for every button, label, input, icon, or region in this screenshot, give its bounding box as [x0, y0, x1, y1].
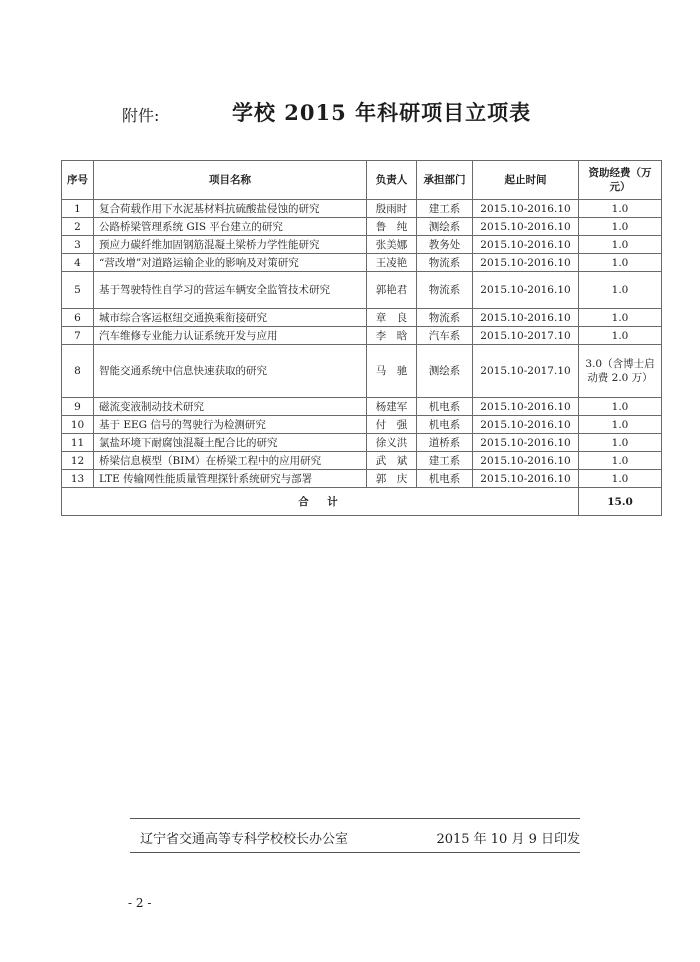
table-row	[62, 345, 662, 398]
issue-date: 2015 年 10 月 9 日印发	[436, 832, 580, 847]
cell-leader: 殷雨时	[367, 200, 417, 218]
header-fund: 资助经费（万元）	[579, 161, 662, 200]
cell-leader: 鲁 纯	[367, 218, 417, 236]
cell-name: 智能交通系统中信息快速获取的研究	[94, 345, 367, 398]
cell-fund: 1.0	[579, 254, 662, 272]
cell-time: 2015.10-2016.10	[473, 200, 579, 218]
cell-dept: 物流系	[417, 272, 473, 309]
cell-time: 2015.10-2016.10	[473, 218, 579, 236]
total-label: 合 计	[62, 488, 579, 516]
cell-fund: 1.0	[579, 200, 662, 218]
total-value: 15.0	[579, 488, 662, 516]
table-row	[62, 200, 662, 218]
cell-no: 4	[62, 254, 94, 272]
cell-name: 城市综合客运枢纽交通换乘衔接研究	[94, 309, 367, 327]
cell-leader: 徐义洪	[367, 434, 417, 452]
header-no: 序号	[62, 161, 94, 200]
cell-dept: 测绘系	[417, 218, 473, 236]
table-row	[62, 470, 662, 488]
cell-fund: 1.0	[579, 398, 662, 416]
cell-name: 公路桥梁管理系统 GIS 平台建立的研究	[94, 218, 367, 236]
cell-dept: 物流系	[417, 309, 473, 327]
project-table	[61, 160, 662, 516]
cell-dept: 物流系	[417, 254, 473, 272]
cell-fund: 1.0	[579, 218, 662, 236]
cell-time: 2015.10-2017.10	[473, 345, 579, 398]
cell-fund: 1.0	[579, 327, 662, 345]
cell-fund: 3.0（含博士启动费 2.0 万）	[579, 345, 662, 398]
cell-time: 2015.10-2016.10	[473, 452, 579, 470]
footer	[140, 828, 580, 848]
cell-leader: 马 驰	[367, 345, 417, 398]
cell-leader: 杨建军	[367, 398, 417, 416]
cell-dept: 机电系	[417, 398, 473, 416]
cell-dept: 道桥系	[417, 434, 473, 452]
cell-no: 1	[62, 200, 94, 218]
table-row	[62, 218, 662, 236]
footer-top-rule	[130, 818, 580, 819]
cell-fund: 1.0	[579, 272, 662, 309]
cell-dept: 机电系	[417, 416, 473, 434]
cell-fund: 1.0	[579, 434, 662, 452]
cell-time: 2015.10-2016.10	[473, 416, 579, 434]
cell-name: 氯盐环境下耐腐蚀混凝土配合比的研究	[94, 434, 367, 452]
page-number: - 2 -	[128, 896, 152, 910]
table-row	[62, 272, 662, 309]
table-row	[62, 398, 662, 416]
header-leader: 负责人	[367, 161, 417, 200]
cell-dept: 机电系	[417, 470, 473, 488]
cell-no: 9	[62, 398, 94, 416]
footer-bottom-rule	[130, 852, 580, 853]
cell-no: 13	[62, 470, 94, 488]
cell-name: LTE 传输网性能质量管理探针系统研究与部署	[94, 470, 367, 488]
cell-no: 2	[62, 218, 94, 236]
cell-fund: 1.0	[579, 309, 662, 327]
table-row	[62, 236, 662, 254]
table-row	[62, 309, 662, 327]
header-name: 项目名称	[94, 161, 367, 200]
cell-no: 6	[62, 309, 94, 327]
cell-name: 磁流变液制动技术研究	[94, 398, 367, 416]
cell-time: 2015.10-2017.10	[473, 327, 579, 345]
cell-no: 8	[62, 345, 94, 398]
table-row	[62, 254, 662, 272]
cell-time: 2015.10-2016.10	[473, 272, 579, 309]
cell-dept: 建工系	[417, 200, 473, 218]
header-dept: 承担部门	[417, 161, 473, 200]
issuing-office: 辽宁省交通高等专科学校校长办公室	[140, 832, 349, 847]
document-title: 学校 2015 年科研项目立项表	[232, 100, 532, 125]
cell-name: 预应力碳纤维加固钢筋混凝土梁桥力学性能研究	[94, 236, 367, 254]
cell-fund: 1.0	[579, 452, 662, 470]
cell-name: 汽车维修专业能力认证系统开发与应用	[94, 327, 367, 345]
cell-no: 7	[62, 327, 94, 345]
cell-name: 基于驾驶特性自学习的营运车辆安全监管技术研究	[94, 272, 367, 309]
cell-leader: 郭艳君	[367, 272, 417, 309]
cell-dept: 测绘系	[417, 345, 473, 398]
table-total-row	[62, 488, 662, 516]
cell-time: 2015.10-2016.10	[473, 309, 579, 327]
cell-no: 3	[62, 236, 94, 254]
cell-dept: 汽车系	[417, 327, 473, 345]
table-row	[62, 416, 662, 434]
cell-leader: 李 晗	[367, 327, 417, 345]
cell-time: 2015.10-2016.10	[473, 434, 579, 452]
cell-leader: 王凌艳	[367, 254, 417, 272]
document-heading	[122, 97, 682, 125]
cell-no: 5	[62, 272, 94, 309]
cell-leader: 武 斌	[367, 452, 417, 470]
cell-time: 2015.10-2016.10	[473, 236, 579, 254]
cell-name: 复合荷载作用下水泥基材料抗硫酸盐侵蚀的研究	[94, 200, 367, 218]
cell-time: 2015.10-2016.10	[473, 398, 579, 416]
table-row	[62, 452, 662, 470]
cell-leader: 章 良	[367, 309, 417, 327]
cell-no: 12	[62, 452, 94, 470]
cell-name: “营改增”对道路运输企业的影响及对策研究	[94, 254, 367, 272]
cell-leader: 付 强	[367, 416, 417, 434]
cell-dept: 教务处	[417, 236, 473, 254]
attachment-label: 附件:	[122, 106, 160, 125]
cell-leader: 张美娜	[367, 236, 417, 254]
cell-dept: 建工系	[417, 452, 473, 470]
table-row	[62, 327, 662, 345]
cell-fund: 1.0	[579, 416, 662, 434]
table-row	[62, 434, 662, 452]
cell-fund: 1.0	[579, 470, 662, 488]
cell-no: 10	[62, 416, 94, 434]
cell-name: 基于 EEG 信号的驾驶行为检测研究	[94, 416, 367, 434]
cell-no: 11	[62, 434, 94, 452]
cell-fund: 1.0	[579, 236, 662, 254]
cell-time: 2015.10-2016.10	[473, 254, 579, 272]
cell-leader: 郭 庆	[367, 470, 417, 488]
header-time: 起止时间	[473, 161, 579, 200]
cell-name: 桥梁信息模型（BIM）在桥梁工程中的应用研究	[94, 452, 367, 470]
cell-time: 2015.10-2016.10	[473, 470, 579, 488]
table-header-row	[62, 161, 662, 200]
